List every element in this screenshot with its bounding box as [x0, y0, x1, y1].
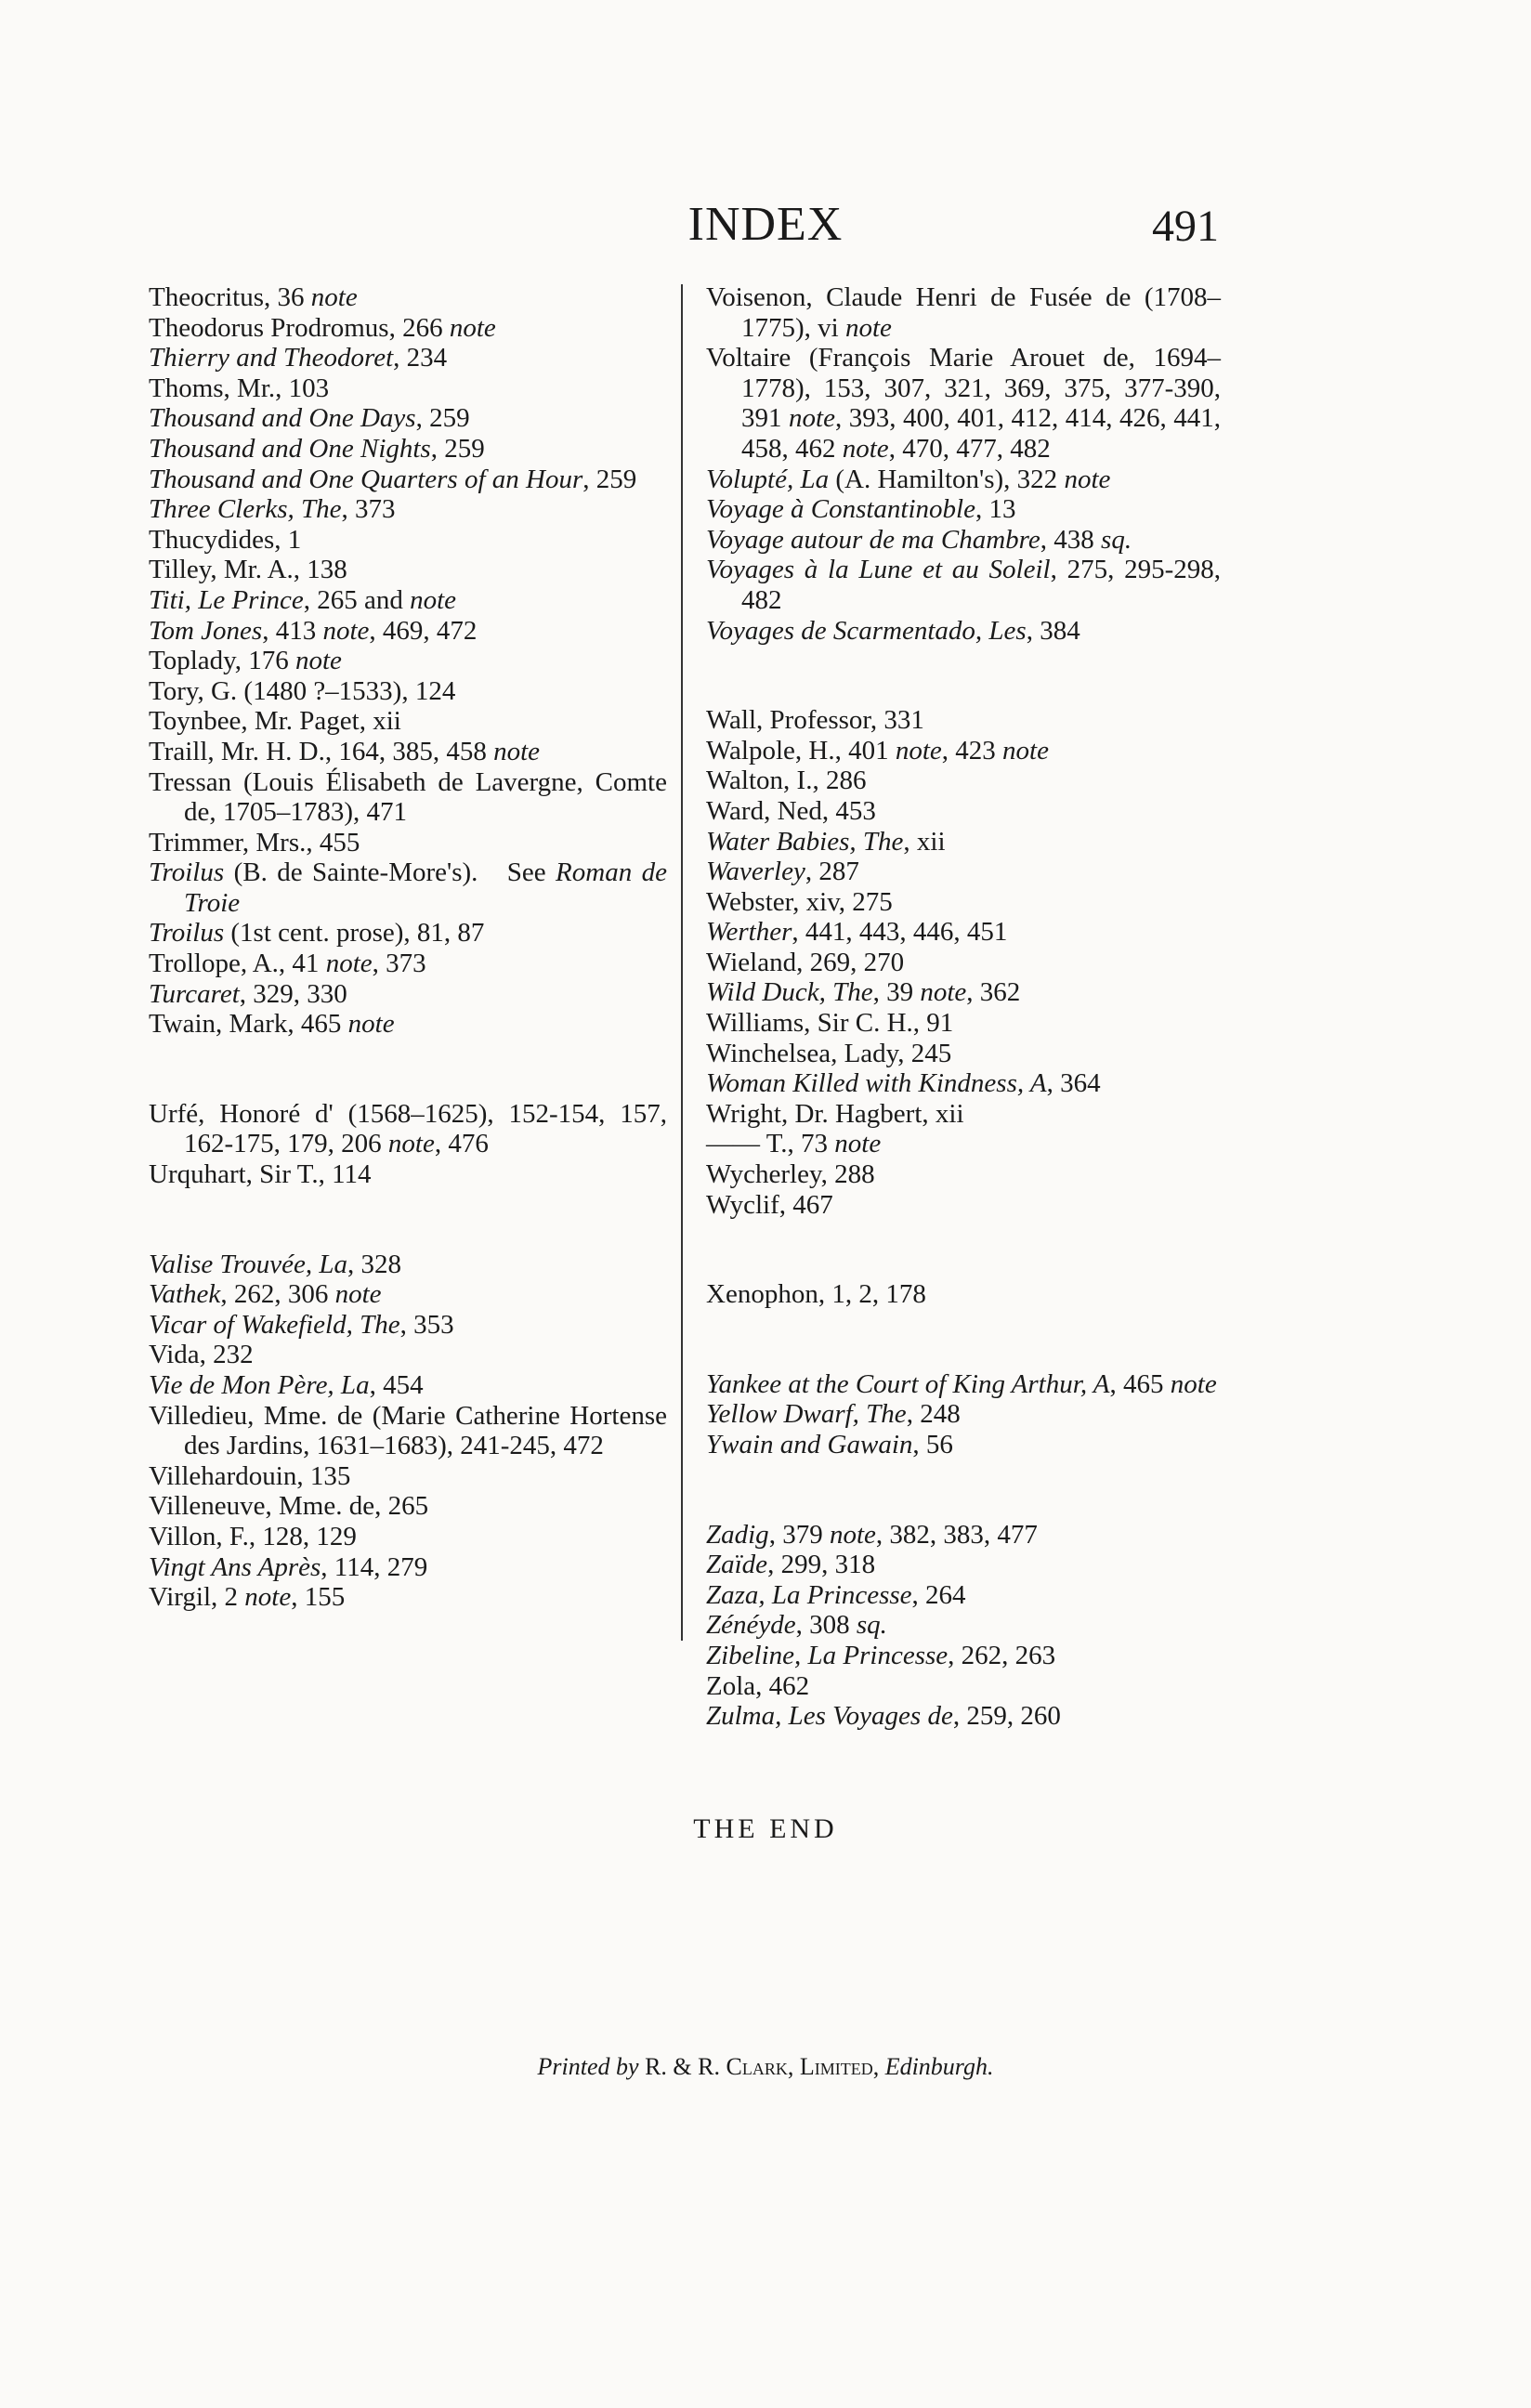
- index-entry: Turcaret, 329, 330: [149, 978, 347, 1009]
- index-entry: Villehardouin, 135: [149, 1460, 351, 1491]
- index-entry: Valise Trouvée, La, 328: [149, 1249, 402, 1279]
- index-entry: Wieland, 269, 270: [706, 947, 905, 977]
- index-entry: Three Clerks, The, 373: [149, 494, 396, 525]
- index-entry: Thucydides, 1: [149, 524, 302, 555]
- index-entry: Thierry and Theodoret, 234: [149, 343, 448, 373]
- index-entry: Wycherley, 288: [706, 1159, 875, 1190]
- index-entry: Zola, 462: [706, 1670, 810, 1701]
- index-entry: Thousand and One Days, 259: [149, 403, 470, 434]
- index-entry: Voyage autour de ma Chambre, 438 sq.: [706, 524, 1132, 555]
- index-entry: Voisenon, Claude Henri de Fusée de (1708–1775), vi note: [706, 282, 1221, 343]
- index-entry: Tilley, Mr. A., 138: [149, 555, 347, 585]
- index-entry: Tom Jones, 413 note, 469, 472: [149, 615, 478, 646]
- index-entry: Zaza, La Princesse, 264: [706, 1579, 966, 1610]
- the-end: THE END: [693, 1813, 838, 1844]
- index-entry: Vicar of Wakefield, The, 353: [149, 1309, 454, 1340]
- index-entry: Ward, Ned, 453: [706, 795, 876, 826]
- index-entry: Yellow Dwarf, The, 248: [706, 1399, 961, 1430]
- index-entry: Wild Duck, The, 39 note, 362: [706, 977, 1021, 1008]
- index-entry: Zénéyde, 308 sq.: [706, 1610, 887, 1641]
- index-entry: Vida, 232: [149, 1340, 254, 1370]
- index-entry: Theodorus Prodromus, 266 note: [149, 312, 496, 343]
- index-entry: Wyclif, 467: [706, 1189, 833, 1220]
- index-entry: Walpole, H., 401 note, 423 note: [706, 735, 1049, 766]
- page-number: 491: [1152, 202, 1219, 251]
- letter-section-gap: [706, 1220, 1221, 1279]
- index-entry: Tory, G. (1480 ?–1533), 124: [149, 675, 456, 706]
- index-entry: Urfé, Honoré d' (1568–1625), 152-154, 157, 162-175, 179, 206 note, 476: [149, 1098, 667, 1159]
- index-entry: Troilus (1st cent. prose), 81, 87: [149, 918, 485, 949]
- index-entry: Volupté, La (A. Hamilton's), 322 note: [706, 464, 1111, 494]
- index-entry: Villeneuve, Mme. de, 265: [149, 1491, 429, 1522]
- index-entry: Voyages de Scarmentado, Les, 384: [706, 615, 1080, 646]
- index-entry: Yankee at the Court of King Arthur, A, 465 note: [706, 1368, 1217, 1399]
- page-header: [0, 197, 1531, 262]
- index-entry: Urquhart, Sir T., 114: [149, 1159, 372, 1190]
- index-entry: Toynbee, Mr. Paget, xii: [149, 706, 401, 737]
- index-entry: Traill, Mr. H. D., 164, 385, 458 note: [149, 736, 541, 766]
- index-entry: Thousand and One Nights, 259: [149, 433, 485, 464]
- index-entry: Wall, Professor, 331: [706, 705, 924, 736]
- index-entry: —— T., 73 note: [706, 1129, 882, 1159]
- index-entry: Toplady, 176 note: [149, 646, 342, 676]
- index-column-left: [149, 282, 667, 1613]
- index-entry: Villon, F., 128, 129: [149, 1521, 357, 1551]
- index-entry: Vingt Ans Après, 114, 279: [149, 1551, 428, 1582]
- letter-section-gap: [706, 1310, 1221, 1369]
- index-entry: Thoms, Mr., 103: [149, 373, 330, 403]
- letter-section-gap: [149, 1040, 667, 1099]
- index-entry: Water Babies, The, xii: [706, 826, 946, 857]
- index-entry: Werther, 441, 443, 446, 451: [706, 917, 1008, 948]
- index-entry: Tressan (Louis Élisabeth de Lavergne, Comte de, 1705–1783), 471: [149, 766, 667, 828]
- index-entry: Theocritus, 36 note: [149, 282, 358, 312]
- letter-section-gap: [149, 1190, 667, 1250]
- letter-section-gap: [706, 646, 1221, 705]
- index-entry: Zadig, 379 note, 382, 383, 477: [706, 1519, 1038, 1550]
- index-entry: Ywain and Gawain, 56: [706, 1430, 953, 1459]
- letter-section-gap: [706, 1460, 1221, 1520]
- index-entry: Woman Killed with Kindness, A, 364: [706, 1068, 1101, 1099]
- index-entry: Voyage à Constantinoble, 13: [706, 494, 1016, 525]
- index-entry: Villedieu, Mme. de (Marie Catherine Hortense des Jardins, 1631–1683), 241-245, 472: [149, 1400, 667, 1461]
- index-entry: Walton, I., 286: [706, 766, 867, 796]
- index-entry: Troilus (B. de Sainte-More's). See Roman de Troie: [149, 857, 667, 918]
- index-entry: Voyages à la Lune et au Soleil, 275, 295-298, 482: [706, 555, 1221, 615]
- printer-imprint: Printed by R. & R. Clark, Limited, Edinburgh.: [537, 2053, 994, 2080]
- index-entry: Vie de Mon Père, La, 454: [149, 1370, 424, 1400]
- index-entry: Vathek, 262, 306 note: [149, 1279, 382, 1310]
- page-title: INDEX: [687, 198, 844, 251]
- index-entry: Zaïde, 299, 318: [706, 1550, 876, 1580]
- index-entry: Webster, xiv, 275: [706, 886, 893, 917]
- index-entry: Xenophon, 1, 2, 178: [706, 1279, 926, 1310]
- index-entry: Wright, Dr. Hagbert, xii: [706, 1098, 964, 1129]
- index-entry: Trollope, A., 41 note, 373: [149, 949, 426, 979]
- index-entry: Zibeline, La Princesse, 262, 263: [706, 1640, 1056, 1670]
- column-divider: [681, 284, 683, 1641]
- index-entry: Virgil, 2 note, 155: [149, 1582, 346, 1613]
- index-entry: Twain, Mark, 465 note: [149, 1009, 395, 1040]
- index-entry: Zulma, Les Voyages de, 259, 260: [706, 1701, 1061, 1732]
- index-entry: Voltaire (François Marie Arouet de, 1694–1778), 153, 307, 321, 369, 375, 377-390, 391 note, 393, 400, 401, 412, 414, 426, 441, 458, 462 note, 470, 477, 482: [706, 343, 1222, 464]
- index-entry: Trimmer, Mrs., 455: [149, 827, 360, 857]
- index-entry: Williams, Sir C. H., 91: [706, 1008, 954, 1039]
- index-entry: Waverley, 287: [706, 857, 859, 887]
- index-entry: Thousand and One Quarters of an Hour, 259: [149, 464, 637, 494]
- index-entry: Titi, Le Prince, 265 and note: [149, 584, 457, 615]
- index-column-right: [706, 282, 1221, 1732]
- index-entry: Winchelsea, Lady, 245: [706, 1038, 952, 1068]
